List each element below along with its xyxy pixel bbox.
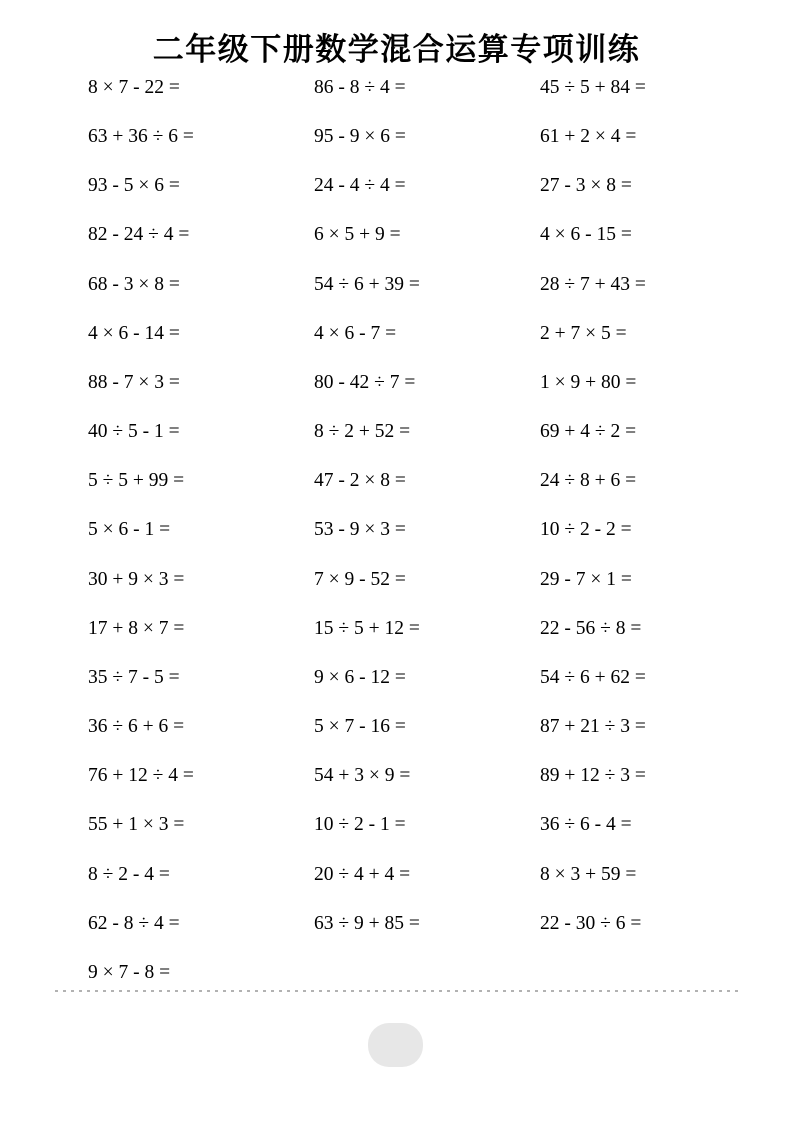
- problem-grid: [0, 64, 793, 998]
- math-problem: 22 - 56 ÷ 8 =: [540, 617, 642, 639]
- math-problem: 8 × 3 + 59 =: [540, 863, 637, 885]
- math-problem: 95 - 9 × 6 =: [314, 126, 406, 148]
- problem-row: [0, 801, 793, 850]
- math-problem: 87 + 21 ÷ 3 =: [540, 716, 646, 738]
- problem-row: [0, 310, 793, 359]
- math-problem: 86 - 8 ÷ 4 =: [314, 77, 406, 98]
- problem-row: [0, 359, 793, 408]
- math-problem: 36 ÷ 6 + 6 =: [88, 716, 185, 738]
- math-problem: 8 ÷ 2 - 4 =: [88, 863, 170, 885]
- problem-row: [0, 261, 793, 310]
- math-problem: 15 ÷ 5 + 12 =: [314, 617, 420, 639]
- math-problem: 27 - 3 × 8 =: [540, 175, 632, 197]
- math-problem: 93 - 5 × 6 =: [88, 175, 180, 197]
- problem-row: [0, 211, 793, 260]
- math-problem: 4 × 6 - 15 =: [540, 224, 632, 246]
- problem-row: [0, 900, 793, 949]
- dashed-page-divider: [55, 990, 739, 992]
- math-problem: 5 × 6 - 1 =: [88, 519, 171, 541]
- math-problem: 36 ÷ 6 - 4 =: [540, 814, 632, 836]
- math-problem: 54 + 3 × 9 =: [314, 765, 411, 787]
- math-problem: 10 ÷ 2 - 2 =: [540, 519, 632, 541]
- math-problem: 69 + 4 ÷ 2 =: [540, 421, 637, 443]
- math-problem: 61 + 2 × 4 =: [540, 126, 637, 148]
- math-problem: 76 + 12 ÷ 4 =: [88, 765, 194, 787]
- math-problem: 88 - 7 × 3 =: [88, 371, 180, 393]
- math-problem: 40 ÷ 5 - 1 =: [88, 421, 180, 443]
- problem-row: [0, 605, 793, 654]
- math-problem: 24 ÷ 8 + 6 =: [540, 470, 637, 492]
- math-problem: 63 ÷ 9 + 85 =: [314, 912, 420, 934]
- math-problem: 4 × 6 - 14 =: [88, 322, 180, 344]
- math-problem: 5 × 7 - 16 =: [314, 716, 406, 738]
- problem-row: [0, 408, 793, 457]
- math-problem: 6 × 5 + 9 =: [314, 224, 401, 246]
- math-problem: 63 + 36 ÷ 6 =: [88, 126, 194, 148]
- math-problem: 54 ÷ 6 + 39 =: [314, 273, 420, 295]
- problem-row: [0, 752, 793, 801]
- problem-row: [0, 162, 793, 211]
- math-problem: 9 × 7 - 8 =: [88, 961, 171, 983]
- math-problem: 89 + 12 ÷ 3 =: [540, 765, 646, 787]
- math-problem: 35 ÷ 7 - 5 =: [88, 666, 180, 688]
- math-problem: 10 ÷ 2 - 1 =: [314, 814, 406, 836]
- math-problem: 17 + 8 × 7 =: [88, 617, 185, 639]
- math-problem: 2 + 7 × 5 =: [540, 322, 627, 344]
- math-problem: 55 + 1 × 3 =: [88, 814, 185, 836]
- math-problem: 29 - 7 × 1 =: [540, 568, 632, 590]
- math-problem: 47 - 2 × 8 =: [314, 470, 406, 492]
- math-problem: 5 ÷ 5 + 99 =: [88, 470, 185, 492]
- math-problem: 22 - 30 ÷ 6 =: [540, 912, 642, 934]
- problem-row: [0, 457, 793, 506]
- math-problem: 4 × 6 - 7 =: [314, 322, 397, 344]
- math-problem: 45 ÷ 5 + 84 =: [540, 77, 646, 98]
- problem-row: [0, 851, 793, 900]
- math-problem: 8 × 7 - 22 =: [88, 77, 180, 98]
- math-problem: 30 + 9 × 3 =: [88, 568, 185, 590]
- math-problem: 62 - 8 ÷ 4 =: [88, 912, 180, 934]
- math-problem: 8 ÷ 2 + 52 =: [314, 421, 411, 443]
- math-problem: 7 × 9 - 52 =: [314, 568, 406, 590]
- math-problem: 28 ÷ 7 + 43 =: [540, 273, 646, 295]
- problem-row: [0, 113, 793, 162]
- math-problem: 53 - 9 × 3 =: [314, 519, 406, 541]
- problem-row: [0, 64, 793, 113]
- math-problem: 24 - 4 ÷ 4 =: [314, 175, 406, 197]
- math-problem: 20 ÷ 4 + 4 =: [314, 863, 411, 885]
- math-problem: 68 - 3 × 8 =: [88, 273, 180, 295]
- problem-row: [0, 703, 793, 752]
- math-problem: 82 - 24 ÷ 4 =: [88, 224, 190, 246]
- problem-row: [0, 654, 793, 703]
- math-problem: 80 - 42 ÷ 7 =: [314, 371, 416, 393]
- math-problem: 9 × 6 - 12 =: [314, 666, 406, 688]
- problem-row: [0, 556, 793, 605]
- page-indicator-pill: [368, 1023, 423, 1067]
- math-problem: 54 ÷ 6 + 62 =: [540, 666, 646, 688]
- worksheet-title: 二年级下册数学混合运算专项训练: [152, 32, 641, 67]
- problem-row: [0, 506, 793, 555]
- math-problem: 1 × 9 + 80 =: [540, 371, 637, 393]
